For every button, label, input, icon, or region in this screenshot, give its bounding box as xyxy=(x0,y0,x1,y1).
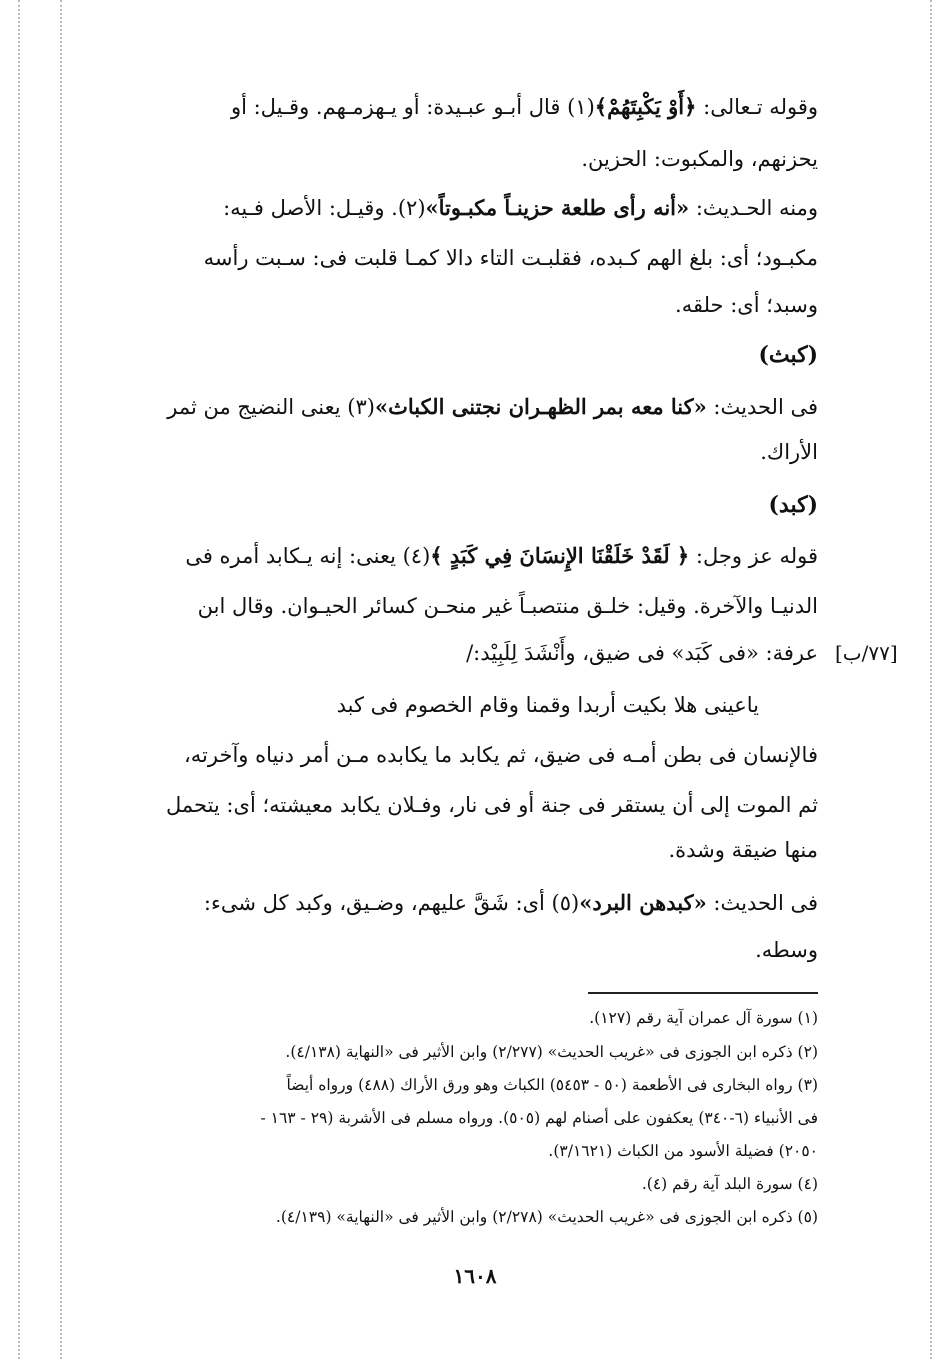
body-line: ثم الموت إلى أن يستقر فى جنة أو فى نار، وفـلان يكابد معيشته؛ أى: يتحمل xyxy=(165,793,818,817)
body-line: قوله عز وجل: ﴿ لَقَدْ خَلَقْنَا الإِنسَانَ فِي كَبَدٍ ﴾(٤) يعنى: إنه يـكابد أمره فى xyxy=(185,543,818,568)
footnote: (٣) رواه البخارى فى الأطعمة (٥٠ - ٥٤٥٣) الكباث وهو ورق الأراك (٤٨٨) ورواه أيضاً xyxy=(286,1076,818,1094)
footnote: فى الأنبياء (٦-٣٤٠) يعكفون على أصنام لهم (٥٠٥). ورواه مسلم فى الأشربة (٢٩ - ١٦٣ - xyxy=(260,1109,818,1127)
body-line: مكبـود؛ أى: بلغ الهم كـبده، فقلبـت التاء دالا كمـا قلبت فى: سـبت رأسه xyxy=(203,246,818,270)
footnote: (١) سورة آل عمران آية رقم (١٢٧). xyxy=(589,1009,818,1027)
footnote: (٢) ذكره ابن الجوزى فى «غريب الحديث» (٢/٢٧٧) وابن الأثير فى «النهاية (٤/١٣٨). xyxy=(285,1043,818,1061)
body-line: ومنه الحـديث: «أنه رأى طلعة حزينـاً مكبـوتاً»(٢). وقيـل: الأصل فـيه: xyxy=(223,195,818,220)
body-line: عرفة: «فى كَبَد» فى ضيق، وأَنْشَدَ لِلَبِيْد:/ xyxy=(466,641,818,665)
footnote: (٤) سورة البلد آية رقم (٤). xyxy=(641,1175,818,1193)
footnote: (٥) ذكره ابن الجوزى فى «غريب الحديث» (٢/٢٧٨) وابن الأثير فى «النهاية» (٤/١٣٩). xyxy=(275,1208,818,1226)
scan-edge-dots xyxy=(18,0,20,1359)
quran-quote: ﴿أَوْ يَكْبِتَهُمْ﴾ xyxy=(594,94,697,119)
body-line: وسطه. xyxy=(755,938,818,962)
footnote-separator xyxy=(588,992,818,994)
page-number: ١٦٠٨ xyxy=(453,1264,497,1288)
body-line: فالإنسان فى بطن أمـه فى ضيق، ثم يكابد ما يكابده مـن أمر دنياه وآخرته، xyxy=(184,743,818,767)
quran-quote: ﴿ لَقَدْ خَلَقْنَا الإِنسَانَ فِي كَبَدٍ ﴾ xyxy=(430,543,690,568)
poetry-verse: ياعينى هلا بكيت أربدا وقمنا وقام الخصوم فى كبد xyxy=(336,693,759,717)
body-line: يحزنهم، والمكبوت: الحزين. xyxy=(581,147,818,171)
body-line: الأراك. xyxy=(760,440,818,464)
entry-heading: (كبد) xyxy=(768,492,818,518)
footnote: ٢٠٥٠) فضيلة الأسود من الكباث (٣/١٦٢١). xyxy=(548,1142,818,1160)
body-line: منها ضيقة وشدة. xyxy=(668,838,818,862)
body-line: وسبد؛ أى: حلقه. xyxy=(675,293,818,317)
body-line: وقوله تـعالى: ﴿أَوْ يَكْبِتَهُمْ﴾(١) قال أبـو عبـيدة: أو يـهزمـهم. وقـيل: أو xyxy=(230,94,818,119)
folio-margin-note: [٧٧/ب] xyxy=(835,641,898,665)
scan-edge-dots xyxy=(930,0,932,1359)
hadith-quote: «كنا معه بمر الظهـران نجتنى الكباث» xyxy=(374,394,707,419)
entry-heading: (كبث) xyxy=(758,342,818,368)
hadith-quote: «كبدهن البرد» xyxy=(579,890,707,915)
scan-edge-dots xyxy=(60,0,62,1359)
body-line: فى الحديث: «كنا معه بمر الظهـران نجتنى الكباث»(٣) يعنى النضيج من ثمر xyxy=(167,394,818,419)
body-line: الدنيـا والآخرة. وقيل: خلـق منتصبـاً غير منحـن كسائر الحيـوان. وقال ابن xyxy=(197,594,818,618)
hadith-quote: «أنه رأى طلعة حزينـاً مكبـوتاً» xyxy=(425,195,690,220)
body-line: فى الحديث: «كبدهن البرد»(٥) أى: شَقَّ عليهم، وضـيق، وكبد كل شىء: xyxy=(203,890,818,915)
